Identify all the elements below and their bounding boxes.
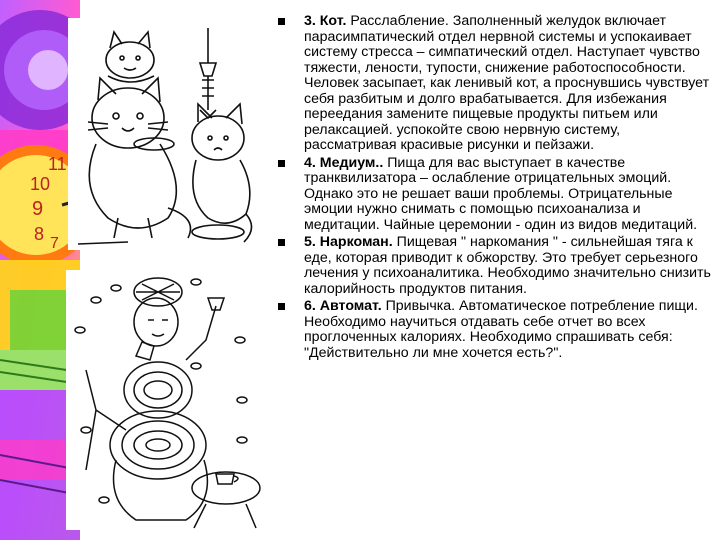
list-item: [278, 299, 714, 361]
cats-drawing: [68, 18, 258, 250]
bullet-icon: [278, 239, 285, 246]
clock-number: 7: [50, 235, 59, 252]
bullet-icon: [278, 18, 285, 25]
bullet-icon: [278, 303, 285, 310]
woman-drawing: [66, 270, 262, 530]
item-heading: 5. Наркоман.: [304, 234, 393, 250]
woman-illustration: [66, 270, 262, 530]
item-heading: 6. Автомат.: [304, 298, 382, 314]
clock-number: 11: [48, 154, 67, 174]
clock-number: 10: [30, 174, 51, 194]
cats-illustration: [68, 18, 258, 250]
item-heading: 4. Медиум..: [304, 154, 384, 171]
list-item: [278, 156, 714, 234]
item-text: Привычка. Автоматическое потребление пищи. Необходимо научиться отдавать себе отчет во всех проглоченных калориях. Необходимо спрашивать себя: "Действительно ли мне хочется есть?".: [304, 298, 698, 361]
list-item: [278, 14, 714, 154]
item-text: Пищевая " наркомания " - сильнейшая тяга к еде, которая приводит к обжорству. Это требует серьезного лечения у психоаналитика. Необходимо значительно снизить калорийность продуктов питания.: [304, 234, 711, 297]
content-list: [278, 14, 714, 361]
bullet-icon: [278, 160, 285, 167]
clock-number: 8: [34, 224, 45, 244]
item-text: Пища для вас выступает в качестве транквилизатора – ослабление отрицательных эмоций. Однако это не решает ваши проблемы. Отрицательные эмоции нужно снимать с помощью психоанализа и медитации. Чайные церемонии - один из видов медитаций.: [304, 154, 698, 233]
item-heading: 3. Кот.: [304, 13, 347, 29]
list-item: [278, 235, 714, 297]
item-text: Расслабление. Заполненный желудок включает парасимпатический отдел нервной системы и успокаивает систему стресса – симпатический отдел. Наступает чувство тяжести, лености, тупости, снижение работоспособности. Человек засыпает, как ленивый кот, а проснувшись чувствует себя разбитым и долго врабатывается. Для избежания переедания замените пищевые продукты питьем или релаксацией. успокойте свою нервную систему, рассматривая красивые рисунки и пейзажи.: [304, 13, 710, 153]
clock-number: 9: [32, 198, 44, 220]
